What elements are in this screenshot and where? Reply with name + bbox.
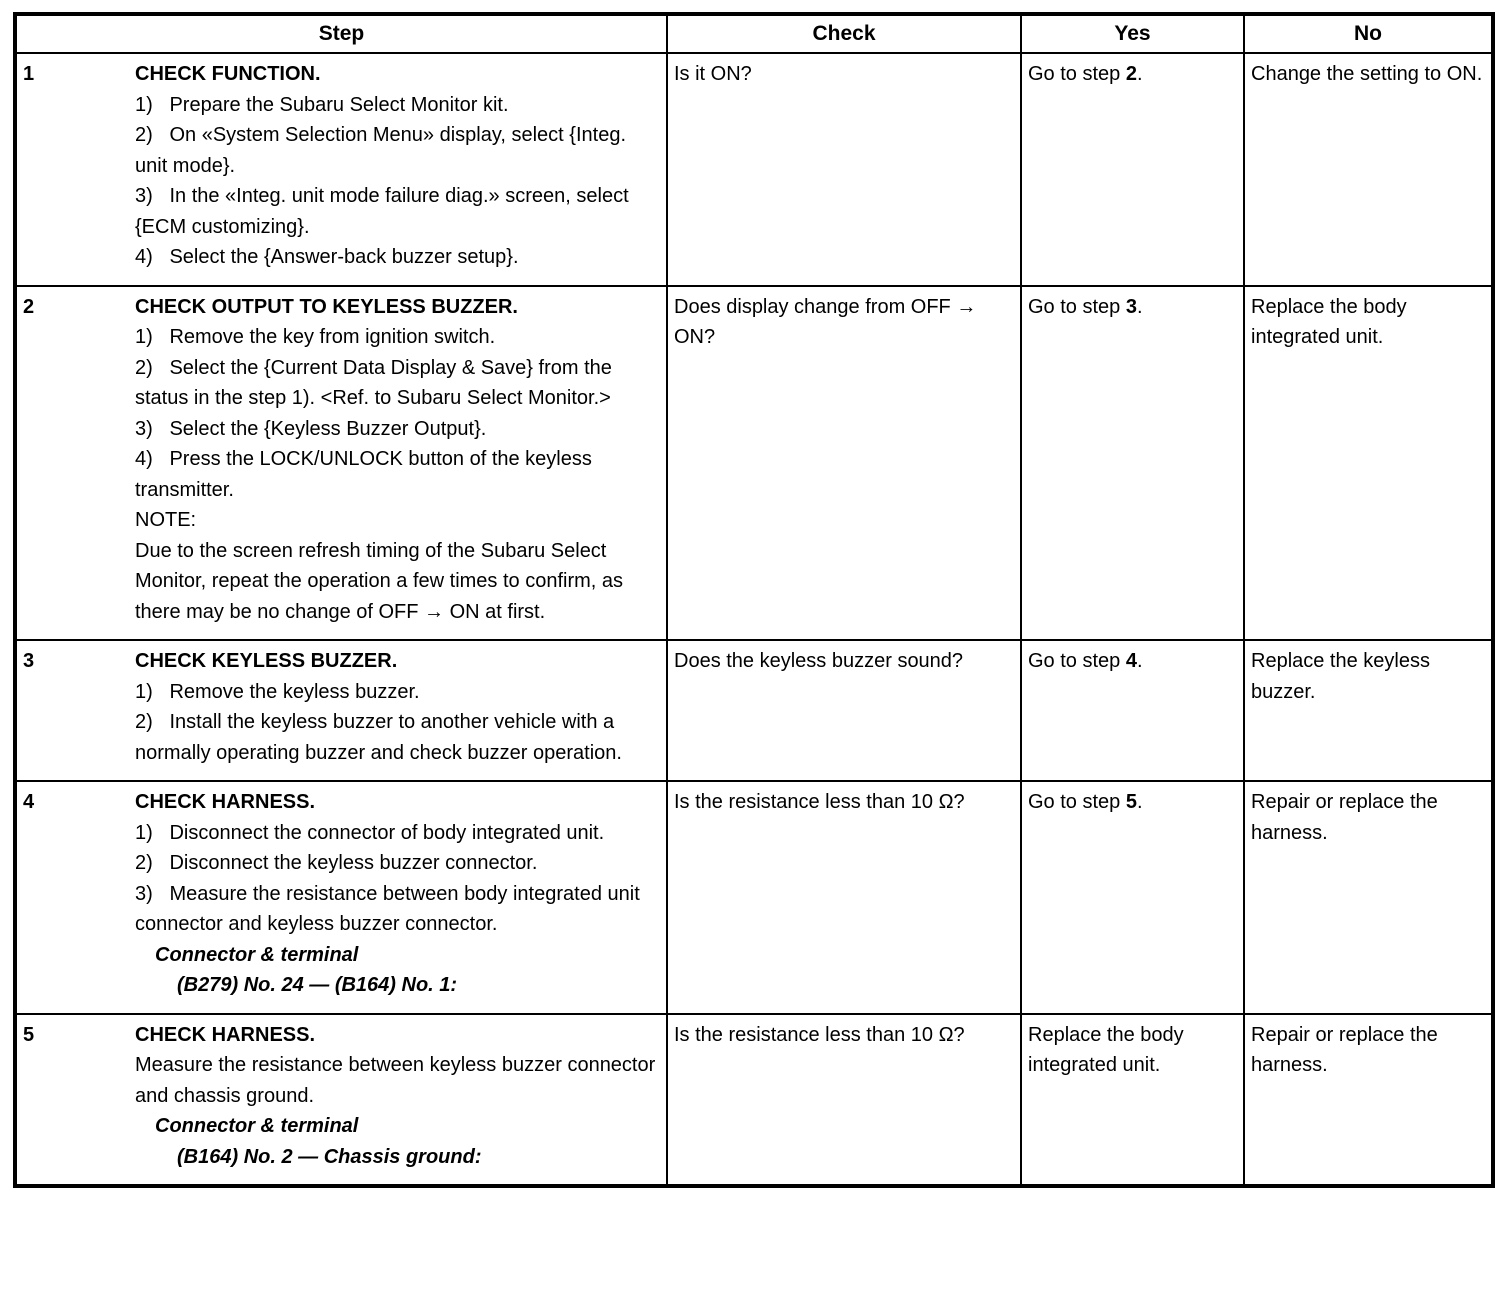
no-action: Replace the keyless buzzer.: [1244, 640, 1493, 781]
step-cell: [15, 1014, 667, 1187]
table-body: [15, 53, 1493, 1186]
header-row: [15, 14, 1493, 53]
yes-step-number: 2: [1125, 63, 1137, 85]
yes-action: [1021, 1014, 1244, 1187]
step-line: Measure the resistance between keyless buzzer connector and chassis ground.: [135, 1054, 656, 1107]
check-question: Does the keyless buzzer sound?: [667, 640, 1021, 781]
step-cell: [15, 53, 667, 286]
diagnostic-procedure-table: [13, 12, 1495, 1188]
no-action: Repair or replace the harness.: [1244, 1014, 1493, 1187]
step-number: 1: [23, 63, 35, 85]
step-title: CHECK FUNCTION.: [135, 63, 321, 85]
table-row: [15, 53, 1493, 286]
step-cell: [15, 640, 667, 781]
check-question: Is the resistance less than 10 Ω?: [667, 781, 1021, 1014]
step-instructions: [135, 782, 666, 1013]
no-action: Replace the body integrated unit.: [1244, 286, 1493, 641]
step-line: (B279) No. 24 — (B164) No. 1:: [177, 974, 458, 996]
step-instructions: [135, 287, 666, 640]
step-number: 5: [23, 1023, 35, 1046]
step-line: 2) Select the {Current Data Display & Save} from the status in the step 1). <Ref. to Subaru Select Monitor.>: [135, 356, 612, 409]
yes-step-number: 3: [1125, 295, 1137, 318]
step-line: NOTE:: [135, 509, 197, 531]
step-title: CHECK OUTPUT TO KEYLESS BUZZER.: [135, 295, 518, 318]
col-header-no: No: [1244, 14, 1493, 53]
no-action: Change the setting to ON.: [1244, 53, 1493, 286]
step-line: (B164) No. 2 — Chassis ground:: [177, 1145, 482, 1168]
step-instructions: [135, 54, 666, 285]
col-header-yes: Yes: [1021, 14, 1244, 53]
step-title: CHECK HARNESS.: [135, 1023, 316, 1046]
step-instructions: [135, 1015, 666, 1185]
step-line: 2) Install the keyless buzzer to another vehicle with a normally operating buzzer and check buzzer operation.: [135, 711, 622, 764]
check-question: Is the resistance less than 10 Ω?: [667, 1014, 1021, 1187]
step-line: 1) Prepare the Subaru Select Monitor kit.: [135, 93, 509, 116]
step-line: 1) Remove the key from ignition switch.: [135, 326, 496, 348]
no-action: Repair or replace the harness.: [1244, 781, 1493, 1014]
yes-action: [1021, 286, 1244, 641]
yes-action: [1021, 640, 1244, 781]
yes-action: [1021, 781, 1244, 1014]
step-line: 3) In the «Integ. unit mode failure diag.» screen, select {ECM customizing}.: [135, 185, 629, 238]
yes-text: .: [1136, 63, 1143, 85]
step-line: Connector & terminal: [155, 1115, 359, 1137]
step-line: Due to the screen refresh timing of the Subaru Select Monitor, repeat the operation a few times to confirm, as there may be no change of OFF → ON at first.: [135, 539, 624, 623]
yes-text: Go to step: [1028, 295, 1126, 318]
step-line: 4) Press the LOCK/UNLOCK button of the keyless transmitter.: [135, 448, 592, 501]
step-title: CHECK HARNESS.: [135, 791, 316, 813]
yes-action: [1021, 53, 1244, 286]
col-header-check: Check: [667, 14, 1021, 53]
step-number: 4: [23, 791, 35, 813]
step-cell: [15, 286, 667, 641]
check-question: Does display change from OFF → ON?: [667, 286, 1021, 641]
step-line: Connector & terminal: [155, 943, 359, 966]
table-row: [15, 1014, 1493, 1187]
step-line: 2) Disconnect the keyless buzzer connector.: [135, 852, 538, 874]
table-row: [15, 781, 1493, 1014]
step-number: 3: [23, 650, 35, 672]
step-instructions: [135, 641, 666, 780]
step-line: 1) Disconnect the connector of body integrated unit.: [135, 821, 605, 844]
yes-text: Go to step: [1028, 63, 1126, 85]
step-line: 3) Select the {Keyless Buzzer Output}.: [135, 417, 487, 440]
yes-text: .: [1136, 650, 1143, 672]
yes-text: .: [1136, 791, 1143, 813]
yes-text: Replace the body integrated unit.: [1028, 1023, 1184, 1076]
step-line: 2) On «System Selection Menu» display, select {Integ. unit mode}.: [135, 124, 626, 177]
check-question: Is it ON?: [667, 53, 1021, 286]
table-row: [15, 286, 1493, 641]
step-cell: [15, 781, 667, 1014]
col-header-step: Step: [15, 14, 667, 53]
yes-text: Go to step: [1028, 650, 1126, 672]
step-number: 2: [23, 295, 35, 318]
step-line: 3) Measure the resistance between body integrated unit connector and keyless buzzer connector.: [135, 882, 640, 935]
yes-step-number: 5: [1125, 791, 1137, 813]
yes-step-number: 4: [1125, 650, 1137, 672]
yes-text: .: [1136, 295, 1143, 318]
step-line: 1) Remove the keyless buzzer.: [135, 680, 420, 703]
step-title: CHECK KEYLESS BUZZER.: [135, 650, 398, 672]
yes-text: Go to step: [1028, 791, 1126, 813]
table-row: [15, 640, 1493, 781]
step-line: 4) Select the {Answer-back buzzer setup}.: [135, 246, 519, 268]
